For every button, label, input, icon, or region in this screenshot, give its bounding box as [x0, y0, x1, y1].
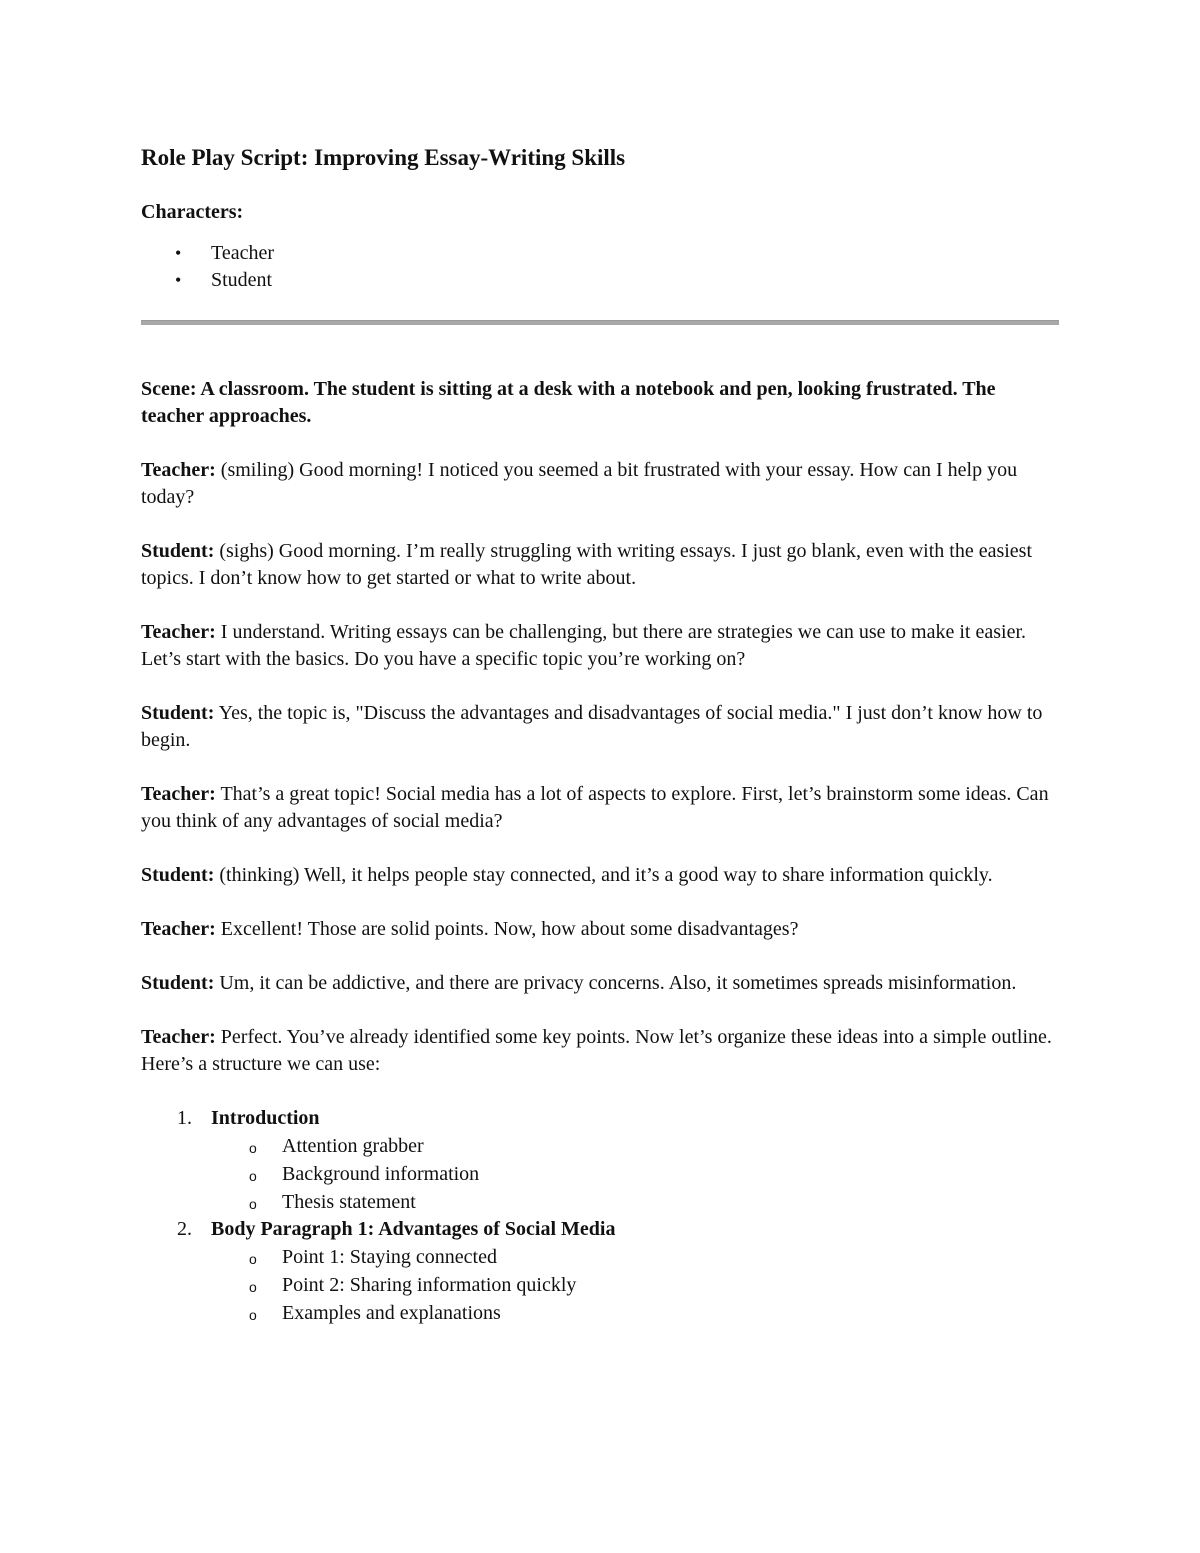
dialogue-text: Perfect. You’ve already identified some key points. Now let’s organize these ideas into a simple outline. Here’s a structure we can use: — [141, 1026, 1052, 1075]
character-name: Teacher — [211, 242, 274, 264]
dialogue-text: That’s a great topic! Social media has a lot of aspects to explore. First, let’s brainstorm some ideas. Can you think of any advantages of social media? — [141, 783, 1049, 832]
speaker-label: Teacher: — [141, 918, 216, 940]
outline-heading: Body Paragraph 1: Advantages of Social Media — [211, 1218, 616, 1240]
speaker-label: Teacher: — [141, 1026, 216, 1048]
dialogue-line — [141, 916, 1059, 943]
document-page — [141, 140, 1059, 1327]
speaker-label: Student: — [141, 864, 215, 886]
speaker-label: Teacher: — [141, 459, 216, 481]
dialogue-line — [141, 700, 1059, 754]
list-item — [211, 1271, 1059, 1299]
dialogue-line — [141, 781, 1059, 835]
characters-heading: Characters: — [141, 201, 244, 223]
list-item — [141, 267, 1059, 294]
speaker-label: Teacher: — [141, 621, 216, 643]
outline-section — [141, 1105, 1059, 1216]
dialogue-text: Excellent! Those are solid points. Now, how about some disadvantages? — [220, 918, 799, 940]
dialogue-line — [141, 862, 1059, 889]
scene-description: Scene: A classroom. The student is sitting at a desk with a notebook and pen, looking frustrated. The teacher approaches. — [141, 378, 996, 427]
circle-bullet-icon: o — [249, 1251, 257, 1267]
list-item — [211, 1160, 1059, 1188]
dialogue-text: (sighs) Good morning. I’m really struggling with writing essays. I just go blank, even with the easiest topics. I don’t know how to get started or what to write about. — [141, 540, 1033, 589]
outline-number: 2. — [177, 1218, 192, 1240]
outline-item-text: Thesis statement — [282, 1191, 416, 1213]
speaker-label: Teacher: — [141, 783, 216, 805]
characters-list — [141, 240, 1059, 294]
speaker-label: Student: — [141, 540, 215, 562]
dialogue-text: Um, it can be addictive, and there are privacy concerns. Also, it sometimes spreads misinformation. — [219, 972, 1017, 994]
circle-bullet-icon: o — [249, 1196, 257, 1212]
dialogue-line — [141, 457, 1059, 511]
speaker-label: Student: — [141, 972, 215, 994]
outline-item-text: Point 1: Staying connected — [282, 1246, 497, 1268]
list-item — [141, 240, 1059, 267]
dialogue-line — [141, 1024, 1059, 1078]
character-name: Student — [211, 269, 273, 291]
list-item — [211, 1243, 1059, 1271]
outline-item-text: Attention grabber — [282, 1135, 424, 1157]
bullet-icon: • — [175, 270, 182, 290]
dialogue-text: (thinking) Well, it helps people stay connected, and it’s a good way to share information quickly. — [219, 864, 993, 886]
outline-sublist — [211, 1132, 1059, 1216]
circle-bullet-icon: o — [249, 1307, 257, 1323]
outline-heading: Introduction — [211, 1107, 320, 1129]
list-item — [211, 1188, 1059, 1216]
dialogue-line — [141, 970, 1059, 997]
list-item — [211, 1132, 1059, 1160]
dialogue-text: (smiling) Good morning! I noticed you seemed a bit frustrated with your essay. How can I help you today? — [141, 459, 1018, 508]
outline-section — [141, 1216, 1059, 1327]
dialogue-line — [141, 619, 1059, 673]
list-item — [211, 1299, 1059, 1327]
horizontal-divider — [141, 320, 1059, 325]
outline-item-text: Background information — [282, 1163, 480, 1185]
circle-bullet-icon: o — [249, 1279, 257, 1295]
document-title: Role Play Script: Improving Essay-Writing Skills — [141, 145, 626, 170]
outline-sublist — [211, 1243, 1059, 1327]
outline-number: 1. — [177, 1107, 192, 1129]
bullet-icon: • — [175, 243, 182, 263]
dialogue-text: I understand. Writing essays can be challenging, but there are strategies we can use to make it easier. Let’s start with the basics. Do you have a specific topic you’re working on? — [141, 621, 1027, 670]
circle-bullet-icon: o — [249, 1140, 257, 1156]
dialogue-text: Yes, the topic is, "Discuss the advantages and disadvantages of social media." I just don’t know how to begin. — [141, 702, 1043, 751]
outline-item-text: Examples and explanations — [282, 1302, 501, 1324]
dialogue-line — [141, 538, 1059, 592]
speaker-label: Student: — [141, 702, 215, 724]
circle-bullet-icon: o — [249, 1168, 257, 1184]
essay-outline — [141, 1105, 1059, 1327]
outline-item-text: Point 2: Sharing information quickly — [282, 1274, 577, 1296]
